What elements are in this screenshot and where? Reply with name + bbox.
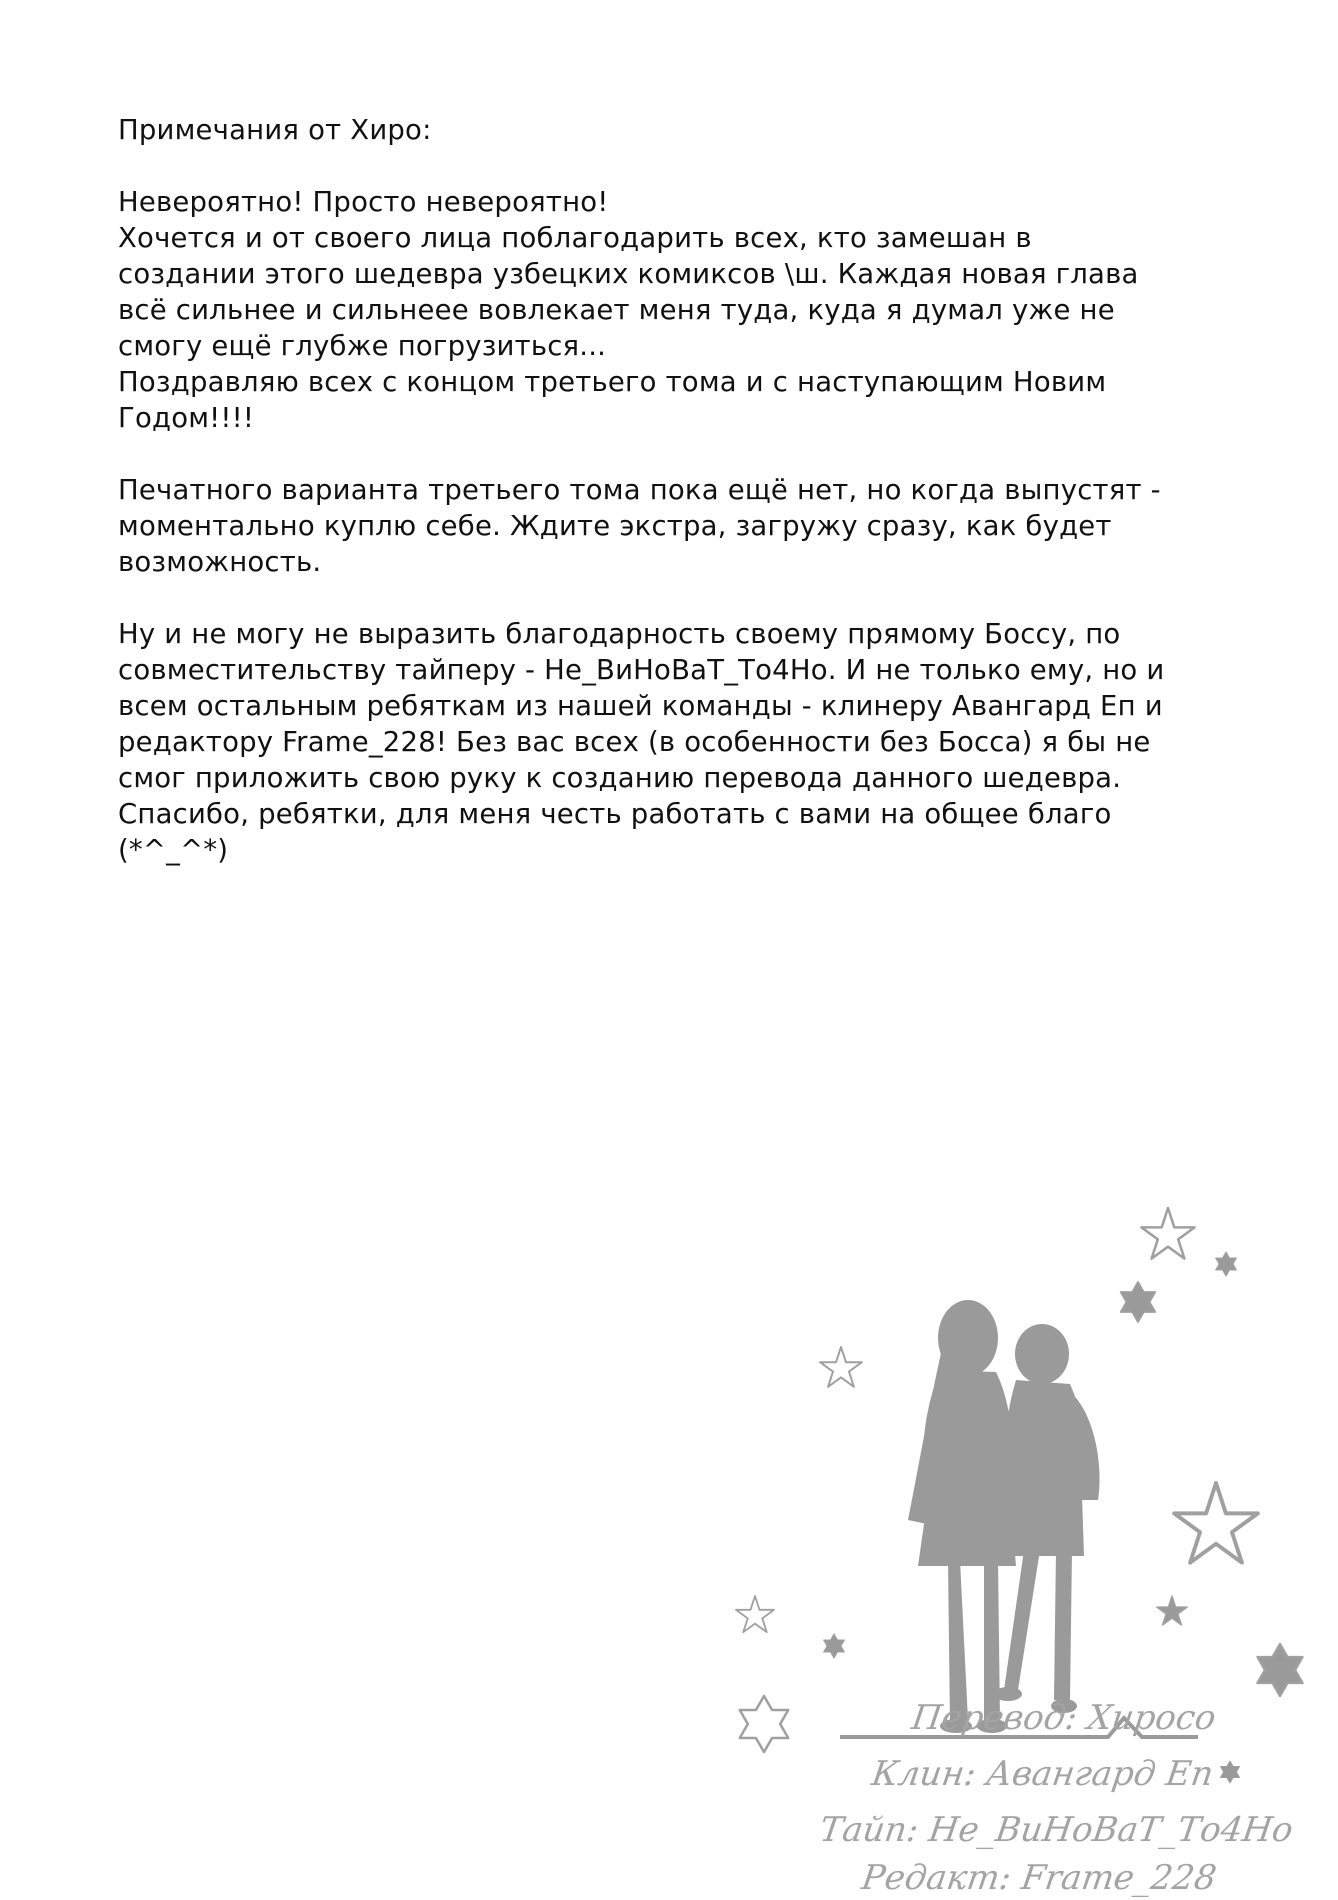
credit-typing: Тайп: Не_ВиНоВаТ_То4Но (817, 1810, 1296, 1850)
notes-line: Годом!!!! (118, 402, 255, 434)
notes-line: Ну и не могу не выразить благодарность своему прямому Боссу, по (118, 618, 1121, 650)
notes-line: Спасибо, ребятки, для меня честь работать с вами на общее благо (118, 798, 1112, 830)
notes-line: Невероятно! Просто невероятно! (118, 186, 609, 218)
notes-line: Поздравляю всех с концом третьего тома и с наступающим Новим (118, 366, 1107, 398)
notes-line: редактору Frame_228! Без вас всех (в особенности без Босса) я бы не (118, 726, 1151, 758)
notes-line: Хочется и от своего лица поблагодарить всех, кто замешан в (118, 222, 1032, 254)
notes-line: всем остальным ребяткам из нашей команды - клинеру Авангард Еп и (118, 690, 1163, 722)
notes-heading: Примечания от Хиро: (118, 114, 432, 146)
notes-line: возможность. (118, 546, 322, 578)
notes-line: моментально куплю себе. Ждите экстра, загружу сразу, как будет (118, 510, 1112, 542)
notes-line: всё сильнее и сильнеее вовлекает меня туда, куда я думал уже не (118, 294, 1115, 326)
notes-line: Печатного варианта третьего тома пока ещё нет, но когда выпустят - (118, 474, 1161, 506)
notes-line: смогу ещё глубже погрузиться... (118, 330, 607, 362)
notes-line: (*^_^*) (118, 834, 229, 866)
credit-translation: Перевод: Хиросо (909, 1698, 1219, 1738)
credit-editing: Редакт: Frame_228 (859, 1858, 1219, 1898)
notes-line: создании этого шедевра узбецких комиксов \ш. Каждая новая глава (118, 258, 1139, 290)
credit-cleaning: Клин: Авангард Еп (869, 1754, 1216, 1794)
silhouette-girls-icon (908, 1300, 1100, 1733)
notes-line: смог приложить свою руку к созданию перевода данного шедевра. (118, 762, 1122, 794)
notes-line: совместительству тайперу - Не_ВиНоВаТ_То4Но. И не только ему, но и (118, 654, 1165, 686)
